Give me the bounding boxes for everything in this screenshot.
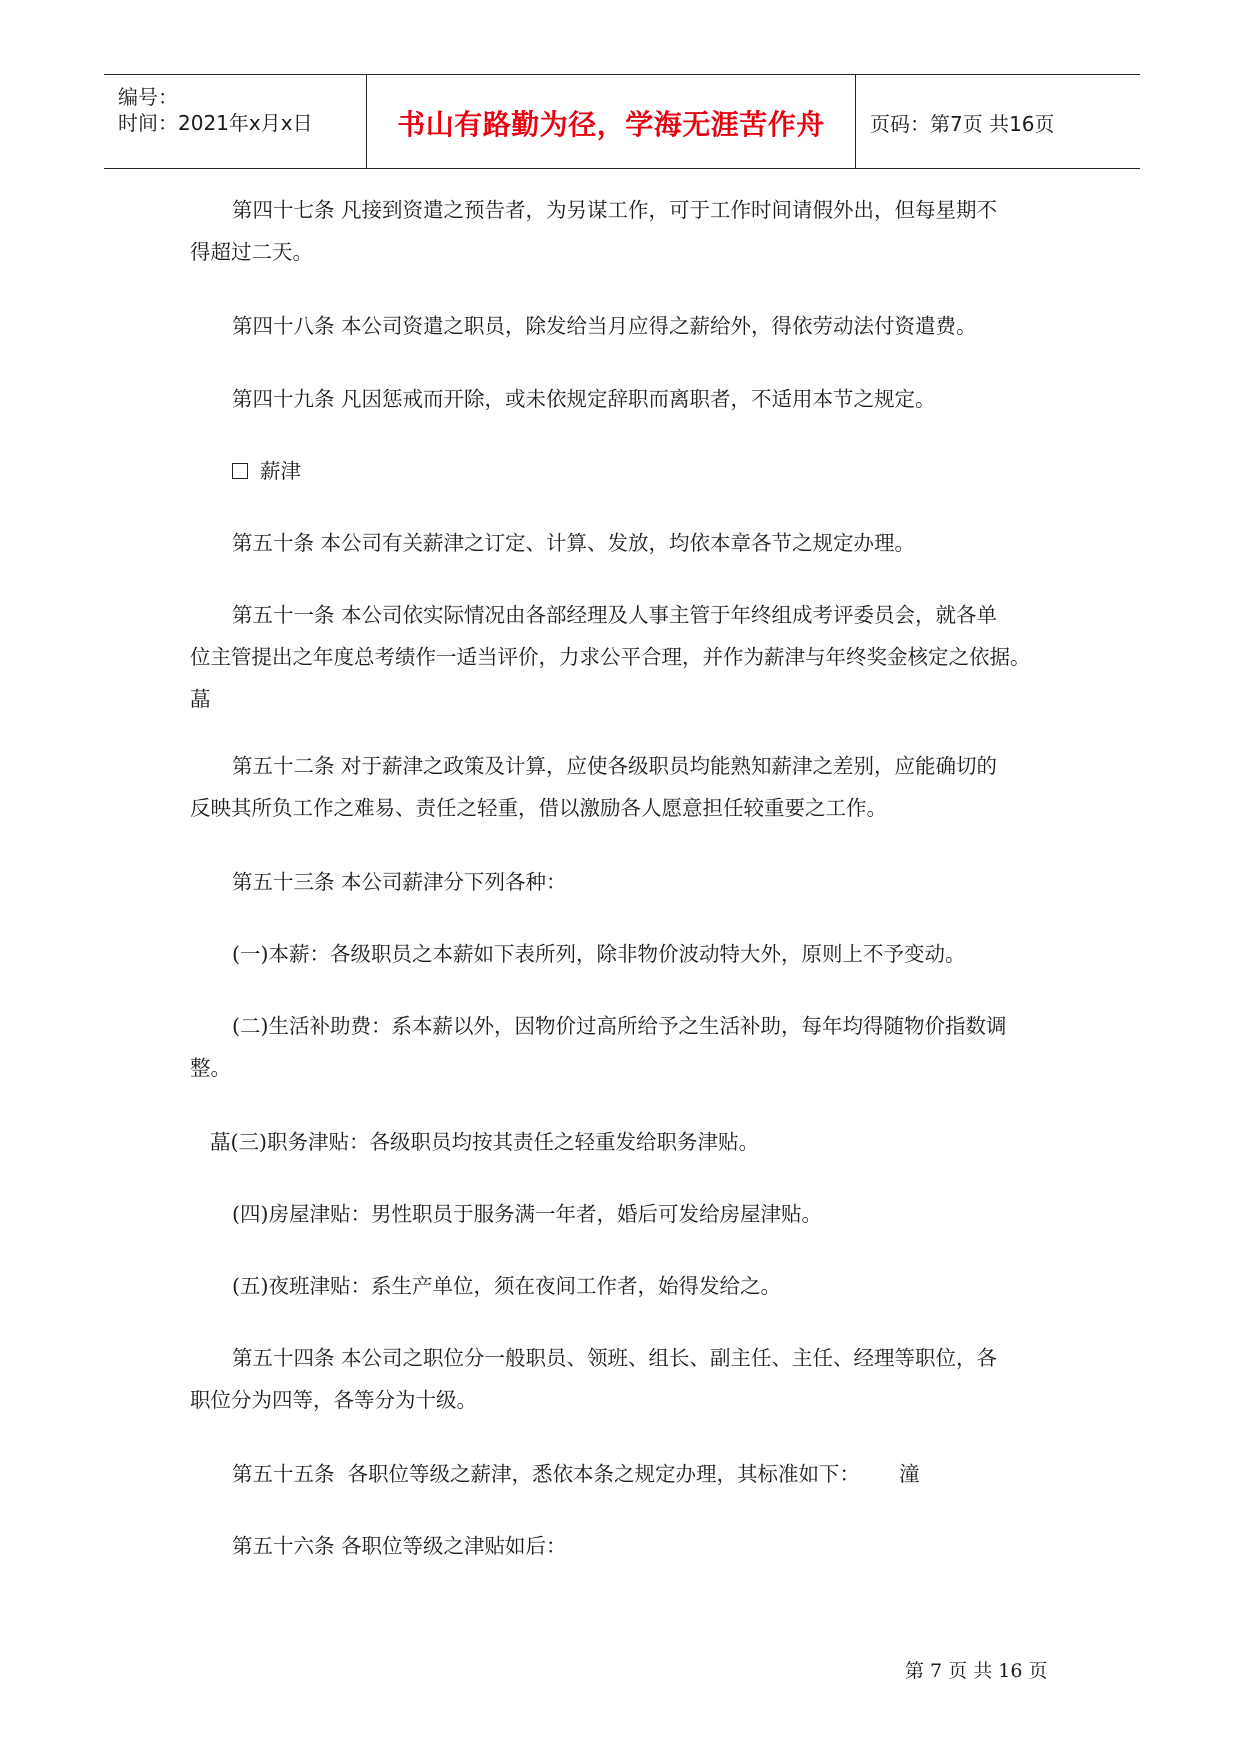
paragraph-item-4 xyxy=(190,1193,1060,1235)
paragraph-article-50 xyxy=(190,522,1060,564)
header-motto: 书山有路勤为径，学海无涯苦作舟 xyxy=(397,108,825,141)
paragraph-item-5 xyxy=(190,1265,1060,1307)
paragraph-line: 整。 xyxy=(190,1056,231,1080)
section-heading-text: 薪津 xyxy=(260,459,301,483)
paragraph-line: 第五十条 本公司有关薪津之订定、计算、发放，均依本章各节之规定办理。 xyxy=(232,531,916,555)
paragraph-line: 第四十八条 本公司资遣之职员，除发给当月应得之薪给外，得依劳动法付资遣费。 xyxy=(232,314,977,338)
header-page-number: 页码：第7页 共16页 xyxy=(870,112,1055,136)
paragraph-item-3 xyxy=(190,1121,1060,1163)
paragraph-article-49 xyxy=(190,378,1060,420)
paragraph-article-53 xyxy=(190,861,1060,903)
paragraph-line: 第五十五条 各职位等级之薪津，悉依本条之规定办理，其标准如下： 潼 xyxy=(232,1462,920,1486)
document-number-label: 编号： xyxy=(118,85,178,109)
document-time-label: 时间：2021年x月x日 xyxy=(118,111,313,135)
page-header xyxy=(104,74,1140,169)
paragraph-line: (四)房屋津贴：男性职员于服务满一年者，婚后可发给房屋津贴。 xyxy=(232,1202,822,1226)
paragraph-line: 蕌 xyxy=(190,687,211,711)
paragraph-article-56 xyxy=(190,1525,1060,1567)
paragraph-line: 反映其所负工作之难易、责任之轻重，借以激励各人愿意担任较重要之工作。 xyxy=(190,796,887,820)
section-heading-salary xyxy=(190,450,1060,492)
paragraph-article-52 xyxy=(190,745,1060,829)
paragraph-line: (二)生活补助费：系本薪以外，因物价过高所给予之生活补助，每年均得随物价指数调 xyxy=(232,1014,1007,1038)
paragraph-line: 第五十六条 各职位等级之津贴如后： xyxy=(232,1534,567,1558)
header-right-cell xyxy=(856,75,1140,168)
paragraph-line: 得超过二天。 xyxy=(190,240,313,264)
paragraph-line: 第五十三条 本公司薪津分下列各种： xyxy=(232,870,567,894)
paragraph-line: 职位分为四等，各等分为十级。 xyxy=(190,1388,477,1412)
paragraph-article-55 xyxy=(190,1453,1060,1495)
paragraph-line: 第四十九条 凡因惩戒而开除，或未依规定辞职而离职者，不适用本节之规定。 xyxy=(232,387,936,411)
paragraph-line: 第五十二条 对于薪津之政策及计算，应使各级职员均能熟知薪津之差别，应能确切的 xyxy=(232,754,998,778)
paragraph-article-48 xyxy=(190,305,1060,347)
paragraph-article-47 xyxy=(190,189,1060,273)
paragraph-line: (一)本薪：各级职员之本薪如下表所列，除非物价波动特大外，原则上不予变动。 xyxy=(232,942,966,966)
paragraph-line: 第五十一条 本公司依实际情况由各部经理及人事主管于年终组成考评委员会，就各单 xyxy=(232,603,998,627)
paragraph-line: (五)夜班津贴：系生产单位，须在夜间工作者，始得发给之。 xyxy=(232,1274,781,1298)
paragraph-item-1 xyxy=(190,933,1060,975)
checkbox-square-icon xyxy=(232,463,248,479)
paragraph-line: 第四十七条 凡接到资遣之预告者，为另谋工作，可于工作时间请假外出，但每星期不 xyxy=(232,198,998,222)
paragraph-article-51 xyxy=(190,594,1060,720)
paragraph-article-54 xyxy=(190,1337,1060,1421)
page-footer-number: 第 7 页 共 16 页 xyxy=(905,1660,1048,1682)
paragraph-line: 蕌(三)职务津贴：各级职员均按其责任之轻重发给职务津贴。 xyxy=(210,1130,759,1154)
paragraph-item-2 xyxy=(190,1005,1060,1089)
paragraph-line: 第五十四条 本公司之职位分一般职员、领班、组长、副主任、主任、经理等职位，各 xyxy=(232,1346,998,1370)
header-motto-cell xyxy=(366,75,856,168)
paragraph-line: 位主管提出之年度总考绩作一适当评价，力求公平合理，并作为薪津与年终奖金核定之依据。 xyxy=(190,645,1031,669)
header-left-cell xyxy=(104,75,366,168)
